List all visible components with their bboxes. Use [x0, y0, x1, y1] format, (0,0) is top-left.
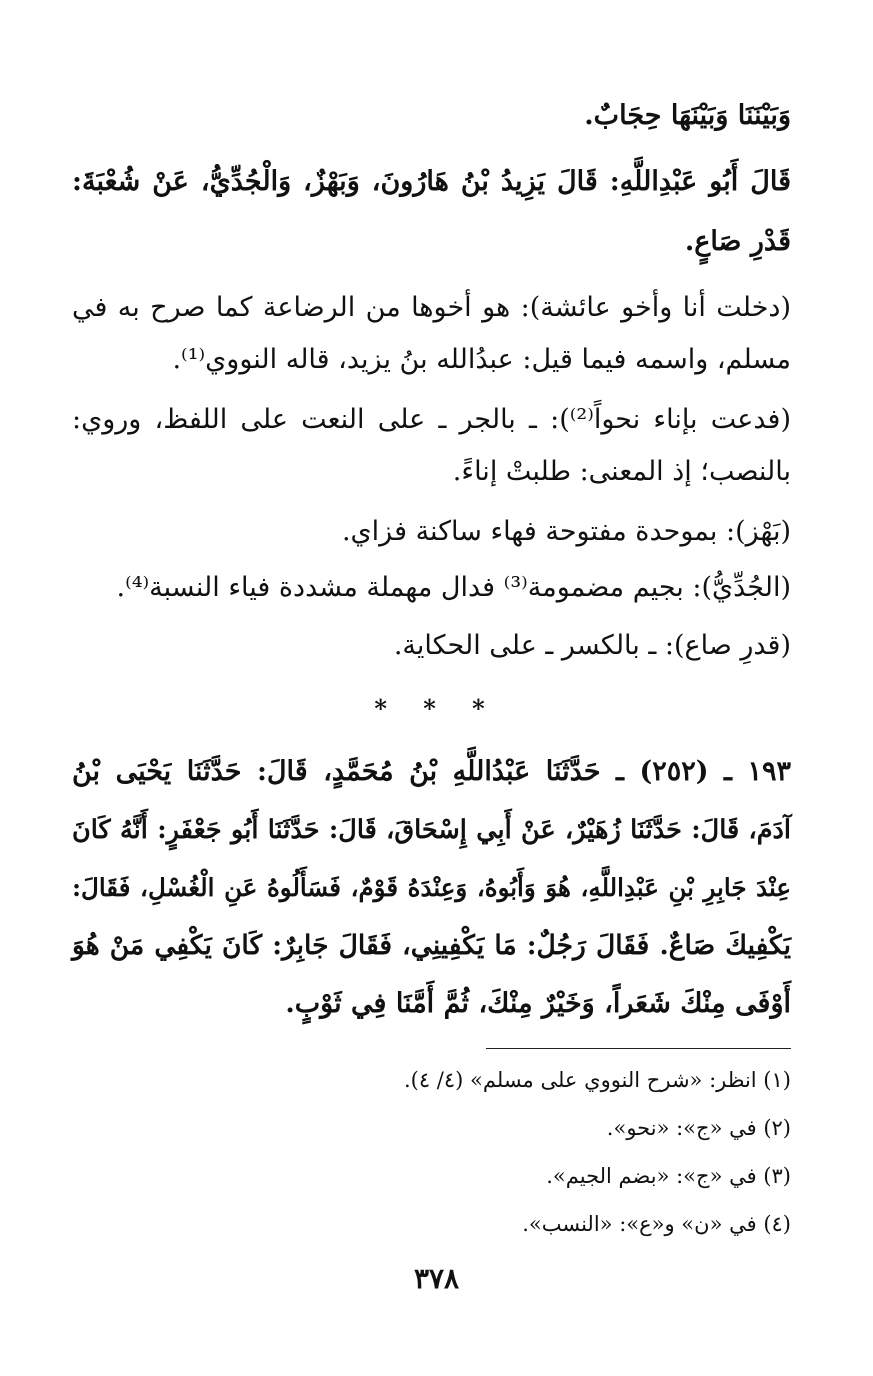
- hadith-text-line: وَبَيْنَنَا وَبَيْنَهَا حِجَابٌ.: [584, 100, 791, 131]
- narration-line: قَالَ أَبُو عَبْدِاللَّهِ: قَالَ يَزِيدُ بْنُ هَارُونَ، وَبَهْزٌ، وَالْجُدِّيُّ، عَنْ شُعْبَةَ:: [72, 166, 791, 197]
- page-number: ٣٧٨: [413, 1262, 460, 1295]
- commentary-line: (بَهْز): بموحدة مفتوحة فهاء ساكنة فزاي.: [341, 516, 791, 547]
- footnote-divider: [486, 1048, 791, 1049]
- footnote: (٣) في «ج»: «بضم الجيم».: [546, 1164, 791, 1188]
- commentary-line: (دخلت أنا وأخو عائشة): هو أخوها من الرضاعة كما صرح به في: [72, 292, 791, 323]
- hadith-line: عِنْدَ جَابِرِ بْنِ عَبْدِاللَّهِ، هُوَ وَأَبُوهُ، وَعِنْدَهُ قَوْمٌ، فَسَأَلُوهُ عَنِ الْغُسْلِ، فَقَالَ:: [72, 873, 791, 902]
- hadith-line: ١٩٣ ـ (٢٥٢) ـ حَدَّثَنَا عَبْدُاللَّهِ بْنُ مُحَمَّدٍ، قَالَ: حَدَّثَنَا يَحْيَى بْنُ: [72, 756, 791, 787]
- commentary-line: مسلم، واسمه فيما قيل: عبدُالله بنُ يزيد، قاله النووي⁽¹⁾.: [172, 344, 791, 375]
- section-separator: * * *: [374, 694, 499, 723]
- hadith-line: أَوْفَى مِنْكَ شَعَراً، وَخَيْرٌ مِنْكَ، ثُمَّ أَمَّنَا فِي ثَوْبٍ.: [285, 988, 791, 1019]
- hadith-line: يَكْفِيكَ صَاعٌ. فَقَالَ رَجُلٌ: مَا يَكْفِينِي، فَقَالَ جَابِرٌ: كَانَ يَكْفِي مَنْ هُوَ: [72, 930, 791, 961]
- footnote: (٤) في «ن» و«ع»: «النسب».: [522, 1212, 791, 1236]
- hadith-line: آدَمَ، قَالَ: حَدَّثَنَا زُهَيْرٌ، عَنْ أَبِي إِسْحَاقَ، قَالَ: حَدَّثَنَا أَبُو جَعْفَرٍ: أَنَّهُ كَانَ: [72, 815, 791, 845]
- footnote: (١) انظر: «شرح النووي على مسلم» (٤/ ٤).: [403, 1068, 791, 1092]
- commentary-line: (فدعت بإناء نحواً⁽²⁾): ـ بالجر ـ على النعت على اللفظ، وروي:: [72, 404, 791, 435]
- commentary-line: (الجُدِّيُّ): بجيم مضمومة⁽³⁾ فدال مهملة مشددة فياء النسبة⁽⁴⁾.: [116, 572, 791, 603]
- commentary-line: (قدرِ صاع): ـ بالكسر ـ على الحكاية.: [393, 630, 791, 661]
- footnote: (٢) في «ج»: «نحو».: [606, 1116, 791, 1140]
- narration-line: قَدْرِ صَاعٍ.: [684, 226, 791, 257]
- commentary-line: بالنصب؛ إذ المعنى: طلبتْ إناءً.: [452, 456, 791, 487]
